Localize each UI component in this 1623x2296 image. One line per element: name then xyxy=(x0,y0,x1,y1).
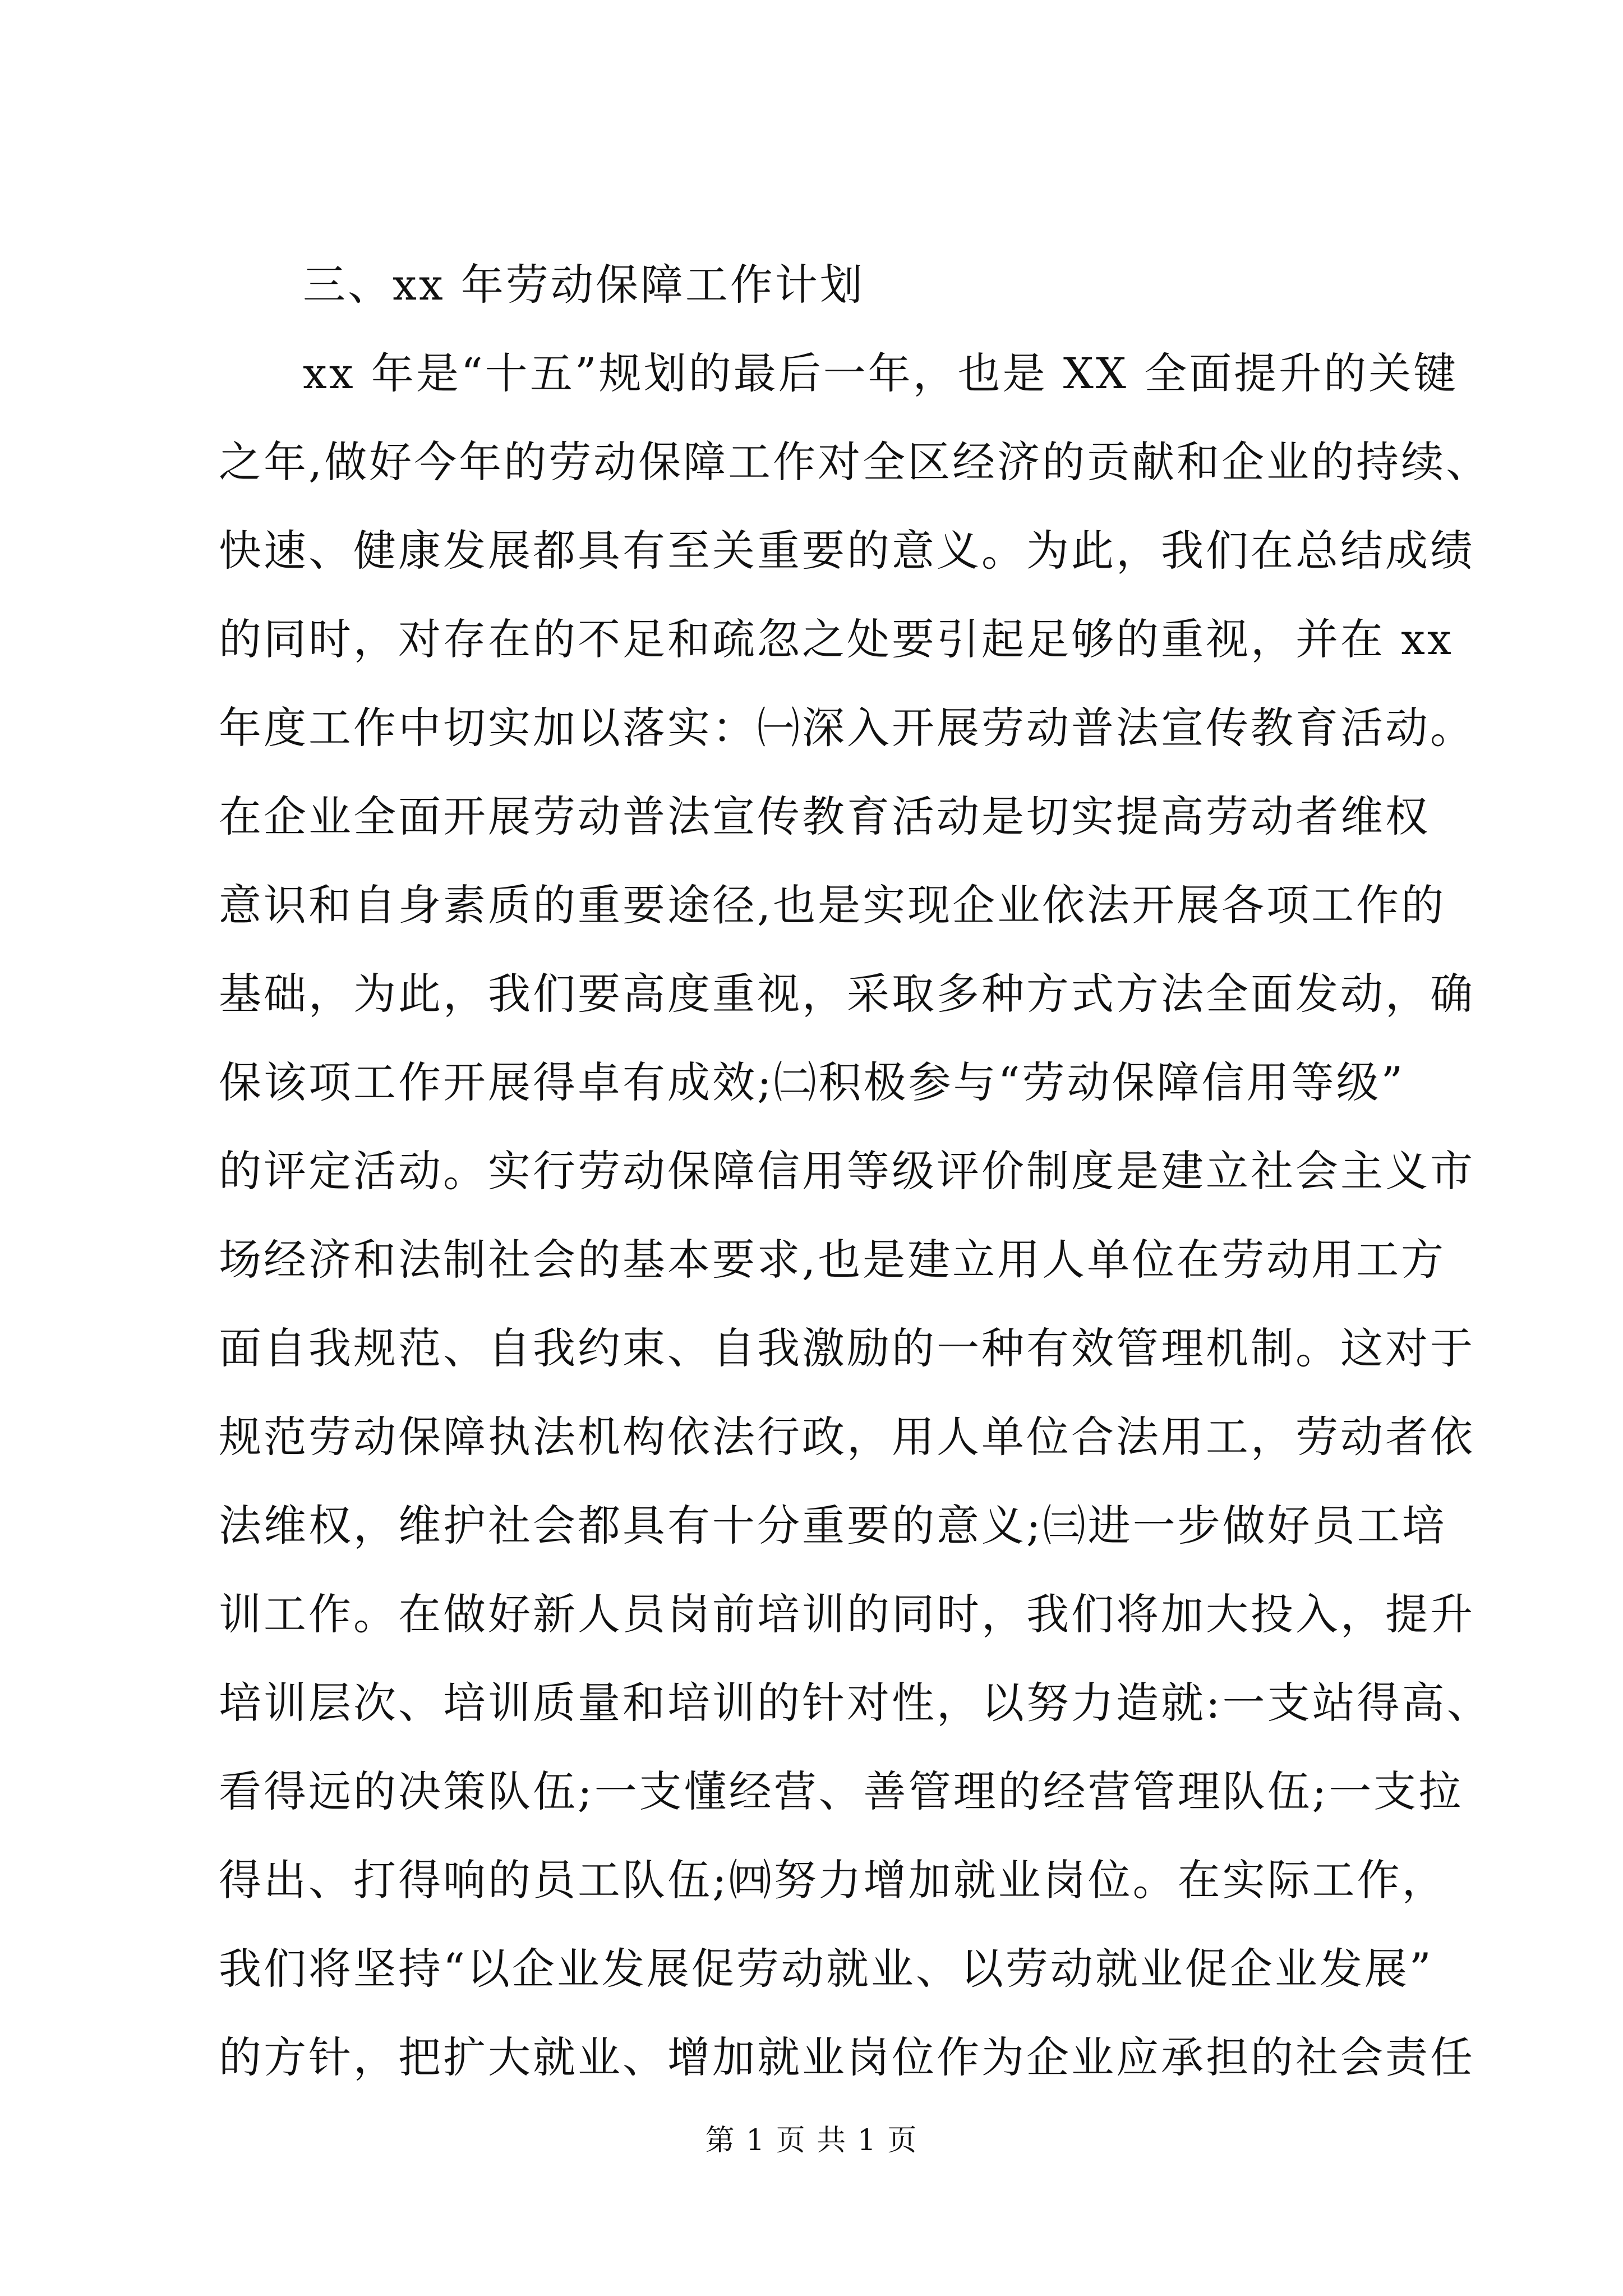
paragraph-line: 得出、打得响的员工队伍;㈣努力增加就业岗位。在实际工作， xyxy=(219,1855,1447,1905)
paragraph-line: 我们将坚持“以企业发展促劳动就业、以劳动就业促企业发展” xyxy=(219,1944,1433,1994)
page-footer: 第 1 页 共 1 页 xyxy=(705,2124,918,2157)
paragraph-line: 看得远的决策队伍;一支懂经营、善管理的经营管理队伍;一支拉 xyxy=(219,1766,1464,1816)
paragraph-line: 快速、健康发展都具有至关重要的意义。为此，我们在总结成绩 xyxy=(219,526,1475,576)
paragraph-line: 训工作。在做好新人员岗前培训的同时，我们将加大投入，提升 xyxy=(219,1589,1475,1639)
paragraph-line: 在企业全面开展劳动普法宣传教育活动是切实提高劳动者维权 xyxy=(219,792,1430,841)
paragraph-line: 培训层次、培训质量和培训的针对性，以努力造就:一支站得高、 xyxy=(219,1678,1492,1728)
paragraph-line: 的同时，对存在的不足和疏忽之处要引起足够的重视，并在 xx xyxy=(219,614,1454,664)
section-heading: 三、xx 年劳动保障工作计划 xyxy=(303,260,865,310)
paragraph-line: 保该项工作开展得卓有成效;㈡积极参与“劳动保障信用等级” xyxy=(219,1057,1405,1107)
paragraph-line: 场经济和法制社会的基本要求,也是建立用人单位在劳动用工方 xyxy=(219,1235,1446,1285)
paragraph-line: 规范劳动保障执法机构依法行政，用人单位合法用工，劳动者依 xyxy=(219,1412,1475,1462)
paragraph-line: 基础，为此，我们要高度重视，采取多种方式方法全面发动，确 xyxy=(219,969,1475,1019)
paragraph-line: 面自我规范、自我约束、自我激励的一种有效管理机制。这对于 xyxy=(219,1323,1475,1373)
paragraph-line: 意识和自身素质的重要途径,也是实现企业依法开展各项工作的 xyxy=(219,880,1446,930)
paragraph-line: 的方针，把扩大就业、增加就业岗位作为企业应承担的社会责任 xyxy=(219,2032,1475,2082)
paragraph-line: 的评定活动。实行劳动保障信用等级评价制度是建立社会主义市 xyxy=(219,1146,1475,1196)
paragraph-line: 之年,做好今年的劳动保障工作对全区经济的贡献和企业的持续、 xyxy=(219,437,1491,487)
paragraph-line: 年度工作中切实加以落实：㈠深入开展劳动普法宣传教育活动。 xyxy=(219,703,1475,753)
paragraph-line: 法维权，维护社会都具有十分重要的意义;㈢进一步做好员工培 xyxy=(219,1501,1447,1550)
paragraph-line: xx 年是“十五”规划的最后一年，也是 XX 全面提升的关键 xyxy=(303,348,1459,398)
